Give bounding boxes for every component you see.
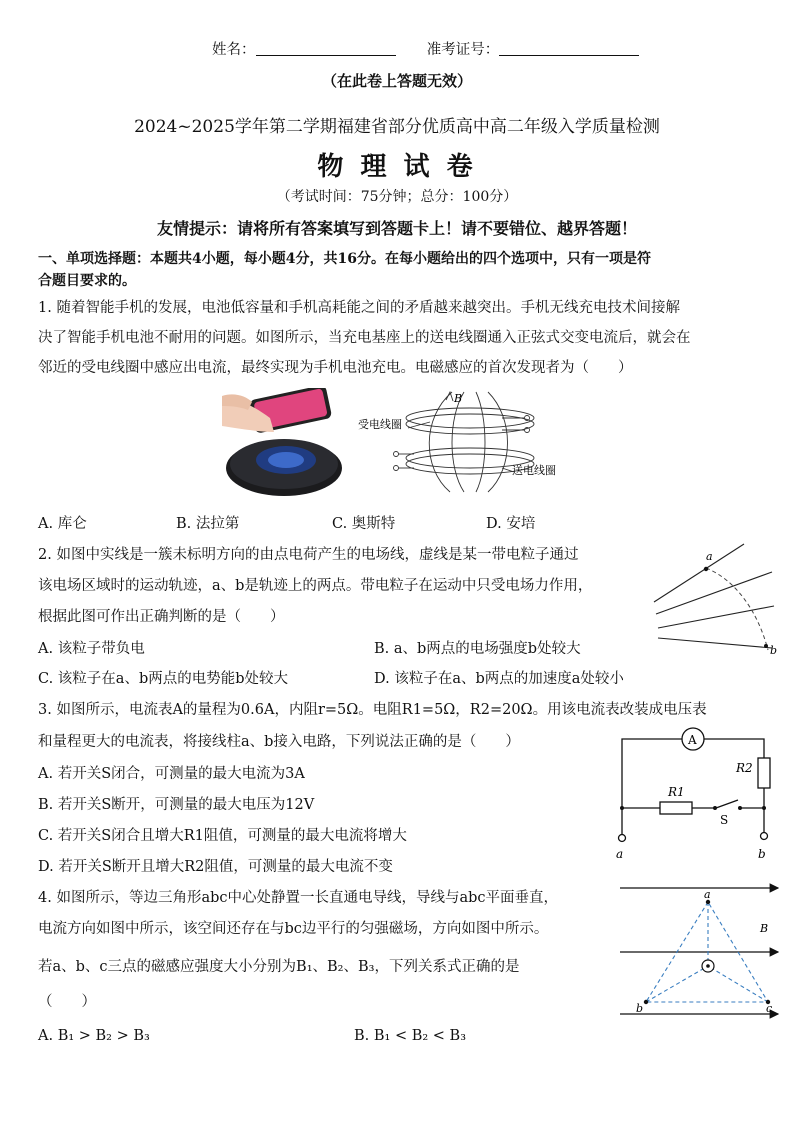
q1-option-c[interactable]: C. 奥斯特	[332, 516, 396, 532]
q2-option-d[interactable]: D. 该粒子在a、b两点的加速度a处较小	[374, 671, 624, 687]
q2-option-b[interactable]: B. a、b两点的电场强度b处较大	[374, 641, 581, 657]
q4-fig-label-a: a	[704, 888, 711, 901]
q1-charger-photo	[222, 388, 342, 502]
time-info: （考试时间：75分钟；总分：100分）	[276, 189, 518, 205]
q4-line3: 若a、b、c三点的磁感应强度大小分别为B₁、B₂、B₃，下列关系式正确的是	[38, 959, 520, 975]
q2-line2: 该电场区域时的运动轨迹，a、b是轨迹上的两点。带电粒子在运动中只受电场力作用，	[38, 578, 593, 594]
section1-heading-line1: 一、单项选择题：本题共4小题，每小题4分，共16分。在每小题给出的四个选项中，只有一项是符	[38, 251, 651, 267]
q2-field-diagram	[648, 540, 780, 662]
reminder: 友情提示：请将所有答案填写到答题卡上！请不要错位、越界答题！	[156, 219, 637, 238]
q4-line2: 电流方向如图中所示，该空间还存在与bc边平行的匀强磁场，方向如图中所示。	[38, 921, 549, 937]
q3-fig-term-b: b	[758, 847, 766, 861]
q3-option-d[interactable]: D. 若开关S断开且增大R2阻值，可测量的最大电流不变	[38, 859, 393, 875]
q3-fig-ammeter: A	[688, 733, 697, 747]
q1-option-b[interactable]: B. 法拉第	[176, 516, 240, 532]
q1-fig-label-send: 送电线圈	[512, 464, 556, 477]
q2-line3: 根据此图可作出正确判断的是（ ）	[38, 609, 285, 625]
q3-fig-r2: R2	[736, 761, 753, 775]
q1-option-d[interactable]: D. 安培	[486, 516, 536, 532]
q2-line1: 2. 如图中实线是一簇未标明方向的由点电荷产生的电场线，虚线是某一带电粒子通过	[38, 547, 579, 563]
q4-line1: 4. 如图所示，等边三角形abc中心处静置一长直通电导线，导线与abc平面垂直，	[38, 890, 559, 906]
q2-fig-label-b: b	[770, 644, 778, 657]
q4-triangle-diagram	[618, 880, 788, 1020]
invalid-note: （在此卷上答题无效）	[321, 72, 472, 90]
q4-fig-label-field: B	[760, 922, 769, 935]
subject-title: 物 理 试 卷	[317, 152, 477, 182]
exam-id-label: 准考证号：	[426, 42, 500, 58]
q3-line2: 和量程更大的电流表，将接线柱a、b接入电路，下列说法正确的是（ ）	[38, 734, 520, 750]
q1-line1: 1. 随着智能手机的发展，电池低容量和手机高耗能之间的矛盾越来越突出。手机无线充电技术间接解	[38, 300, 680, 316]
q3-option-a[interactable]: A. 若开关S闭合，可测量的最大电流为3A	[38, 766, 305, 782]
q4-fig-label-b: b	[636, 1002, 644, 1015]
name-row	[212, 38, 639, 59]
q4-fig-label-c: c	[766, 1002, 773, 1015]
q2-option-a[interactable]: A. 该粒子带负电	[38, 641, 145, 657]
name-field[interactable]	[256, 41, 396, 56]
q3-option-b[interactable]: B. 若开关S断开，可测量的最大电压为12V	[38, 797, 315, 813]
q3-line1: 3. 如图所示，电流表A的量程为0.6A，内阻r=5Ω。电阻R1=5Ω，R2=20Ω。用该电流表改装成电压表	[38, 702, 707, 718]
q1-option-a[interactable]: A. 库仑	[38, 516, 87, 532]
q1-line3: 邻近的受电线圈中感应出电流，最终实现为手机电池充电。电磁感应的首次发现者为（ ）	[38, 360, 633, 376]
q3-option-c[interactable]: C. 若开关S闭合且增大R1阻值，可测量的最大电流将增大	[38, 828, 407, 844]
q1-coil-diagram	[352, 388, 572, 500]
q3-circuit-diagram	[612, 724, 782, 864]
section1-heading-line2: 合题目要求的。	[38, 273, 136, 289]
q4-option-a[interactable]: A. B₁ > B₂ > B₃	[38, 1028, 150, 1044]
q2-fig-label-a: a	[706, 550, 713, 563]
q1-line2: 决了智能手机电池不耐用的问题。如图所示，当充电基座上的送电线圈通入正弦式交变电流后，就会在	[38, 330, 691, 346]
q4-line4: （ ）	[38, 994, 96, 1010]
q4-option-b[interactable]: B. B₁ < B₂ < B₃	[354, 1028, 467, 1044]
exam-title: 2024~2025学年第二学期福建省部分优质高中高二年级入学质量检测	[134, 117, 660, 137]
q3-fig-r1: R1	[668, 785, 685, 799]
exam-id-field[interactable]	[499, 41, 639, 56]
q1-fig-label-receive: 受电线圈	[358, 418, 402, 431]
q3-fig-switch: S	[720, 813, 729, 827]
q2-option-c[interactable]: C. 该粒子在a、b两点的电势能b处较大	[38, 671, 289, 687]
q1-fig-label-b: B	[454, 392, 463, 405]
name-label: 姓名：	[212, 42, 256, 58]
q3-fig-term-a: a	[616, 847, 624, 861]
